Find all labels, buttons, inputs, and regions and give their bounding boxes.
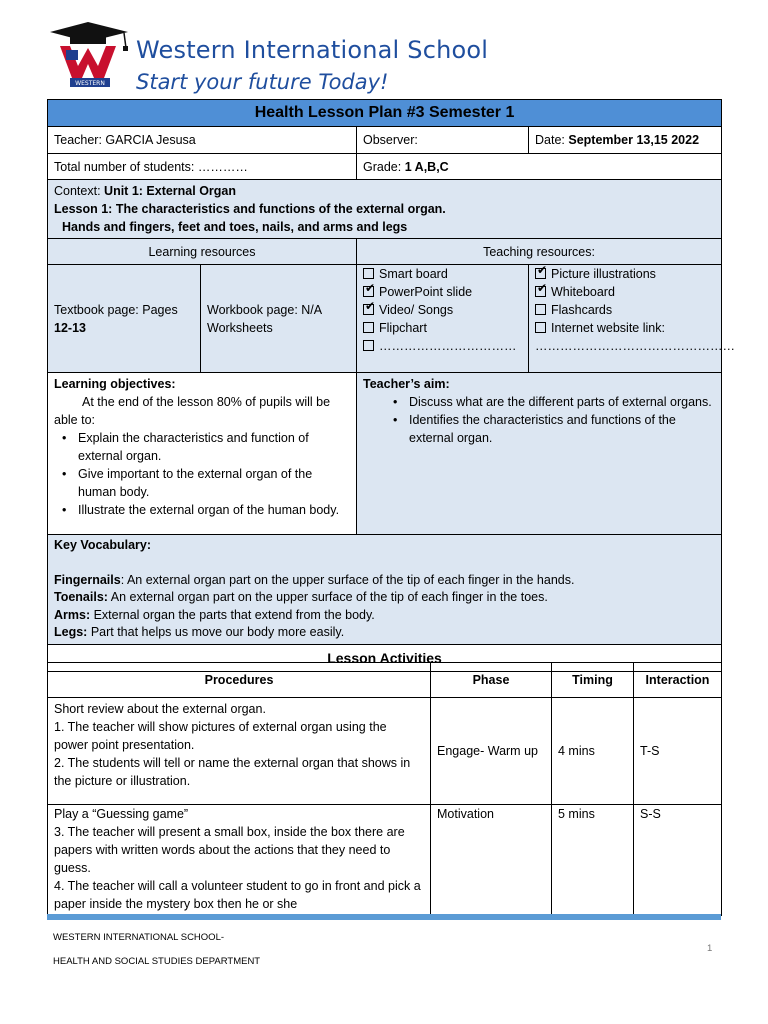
lesson-line: Lesson 1: The characteristics and functions of the external organ. (54, 202, 446, 216)
context-cell (48, 180, 722, 239)
procedures-cell: Play a “Guessing game” 3. The teacher will present a small box, inside the box there are papers with written words about the actions that they need to guess. 4. The teacher will call a volunteer student to go in front and pick a paper inside the mystery box then he or she (48, 805, 431, 916)
plan-title: Health Lesson Plan #3 Semester 1 (48, 100, 722, 127)
objective-item: • Explain the characteristics and function of external organ. (54, 429, 350, 465)
aims-list (363, 393, 715, 447)
aim-item: • Discuss what are the different parts of external organs. (385, 393, 715, 411)
context-label: Context: (54, 184, 101, 198)
phase-cell: Motivation (431, 805, 552, 916)
teaching-resources-header: Teaching resources: (357, 239, 722, 265)
lesson-plan-table (47, 99, 735, 672)
aim-label: Teacher’s aim: (363, 377, 450, 391)
interaction-header: Interaction (634, 663, 722, 698)
table-row (48, 698, 722, 805)
textbook-cell (48, 265, 201, 373)
resource-item[interactable]: ✔PowerPoint slide (363, 283, 522, 301)
teaching-resources-right (529, 265, 735, 373)
checked-checkbox-icon[interactable] (363, 304, 374, 315)
school-name: Western International School (136, 36, 489, 64)
checked-checkbox-icon[interactable] (535, 286, 546, 297)
checkbox-icon[interactable] (363, 340, 374, 351)
aim-item: • Identifies the characteristics and functions of the external organ. (385, 411, 715, 447)
phase-cell: Engage- Warm up (431, 698, 552, 805)
context-line (54, 182, 715, 200)
page-number: 1 (707, 943, 713, 954)
checkbox-icon[interactable] (363, 322, 374, 333)
resource-item[interactable]: Flipchart (363, 319, 522, 337)
footer-school: WESTERN INTERNATIONAL SCHOOL- (53, 932, 225, 943)
key-vocabulary-cell (48, 535, 722, 645)
workbook-label: Workbook page: N/A (207, 302, 323, 317)
date-field (529, 127, 722, 154)
grade-label: Grade: (363, 159, 402, 174)
resource-item[interactable]: ✔Video/ Songs (363, 301, 522, 319)
vocab-item: Toenails: An external organ part on the upper surface of the tip of each finger in the toes. (54, 590, 548, 604)
grade-value: 1 A,B,C (404, 159, 449, 174)
resource-dots: ………………………………………… (535, 339, 735, 353)
workbook-cell (201, 265, 357, 373)
teaching-resources-left (357, 265, 529, 373)
checkbox-icon[interactable] (535, 322, 546, 333)
checkbox-icon[interactable] (535, 304, 546, 315)
logo-text: WESTERN (75, 80, 105, 87)
school-tagline: Start your future Today! (136, 70, 389, 94)
objectives-list (54, 429, 350, 519)
resource-item[interactable]: …………………………… (363, 337, 522, 355)
timing-header: Timing (552, 663, 634, 698)
lesson-subline: Hands and fingers, feet and toes, nails, and arms and legs (62, 220, 408, 234)
observer-field: Observer: (357, 127, 529, 154)
date-value: September 13,15 2022 (568, 133, 700, 147)
vocab-item: Legs: Part that helps us move our body more easily. (54, 625, 345, 639)
date-label: Date: (535, 133, 565, 147)
checked-checkbox-icon[interactable] (535, 268, 546, 279)
textbook-label: Textbook page: Pages (54, 302, 178, 317)
context-value: Unit 1: External Organ (104, 184, 237, 198)
procedures-cell: Short review about the external organ. 1. The teacher will show pictures of external organ using the power point presentation. 2. The students will tell or name the external organ that shows in the picture or illustration. (48, 698, 431, 805)
phase-header: Phase (431, 663, 552, 698)
students-field: Total number of students: ………… (48, 154, 357, 180)
interaction-cell: S-S (634, 805, 722, 916)
procedures-header: Procedures (48, 663, 431, 698)
footer-department: HEALTH AND SOCIAL STUDIES DEPARTMENT (53, 956, 261, 967)
resource-item[interactable]: ✔Whiteboard (535, 283, 715, 301)
vocab-label: Key Vocabulary: (54, 538, 152, 552)
vocab-item: Fingernails: An external organ part on the upper surface of the tip of each finger in the hands. (54, 572, 575, 587)
resource-item[interactable]: ✔Picture illustrations (535, 265, 715, 283)
resource-item[interactable]: Smart board (363, 265, 522, 283)
vocab-item: Arms: External organ the parts that extend from the body. (54, 607, 375, 622)
learning-resources-header: Learning resources (48, 239, 357, 265)
activities-table (47, 662, 722, 916)
worksheets-label: Worksheets (207, 320, 273, 335)
timing-cell: 4 mins (552, 698, 634, 805)
school-logo (48, 22, 132, 88)
interaction-cell: T-S (634, 698, 722, 805)
checkbox-icon[interactable] (363, 268, 374, 279)
textbook-pages: 12-13 (54, 320, 86, 335)
table-row (48, 805, 722, 916)
lesson-activities-title: Lesson Activities (48, 644, 722, 671)
objective-item: • Give important to the external organ of the human body. (54, 465, 350, 501)
grade-field (357, 154, 722, 180)
teacher-field: Teacher: GARCIA Jesusa (48, 127, 357, 154)
resource-item[interactable]: Internet website link: (535, 319, 715, 337)
resource-item[interactable]: Flashcards (535, 301, 715, 319)
timing-cell: 5 mins (552, 805, 634, 916)
footer-divider (47, 914, 721, 920)
learning-objectives-cell (48, 373, 357, 535)
checked-checkbox-icon[interactable] (363, 286, 374, 297)
objective-item: • Illustrate the external organ of the human body. (54, 501, 350, 519)
objectives-label: Learning objectives: (54, 377, 176, 391)
teacher-aim-cell (357, 373, 722, 535)
objectives-intro: At the end of the lesson 80% of pupils will be able to: (54, 395, 331, 427)
